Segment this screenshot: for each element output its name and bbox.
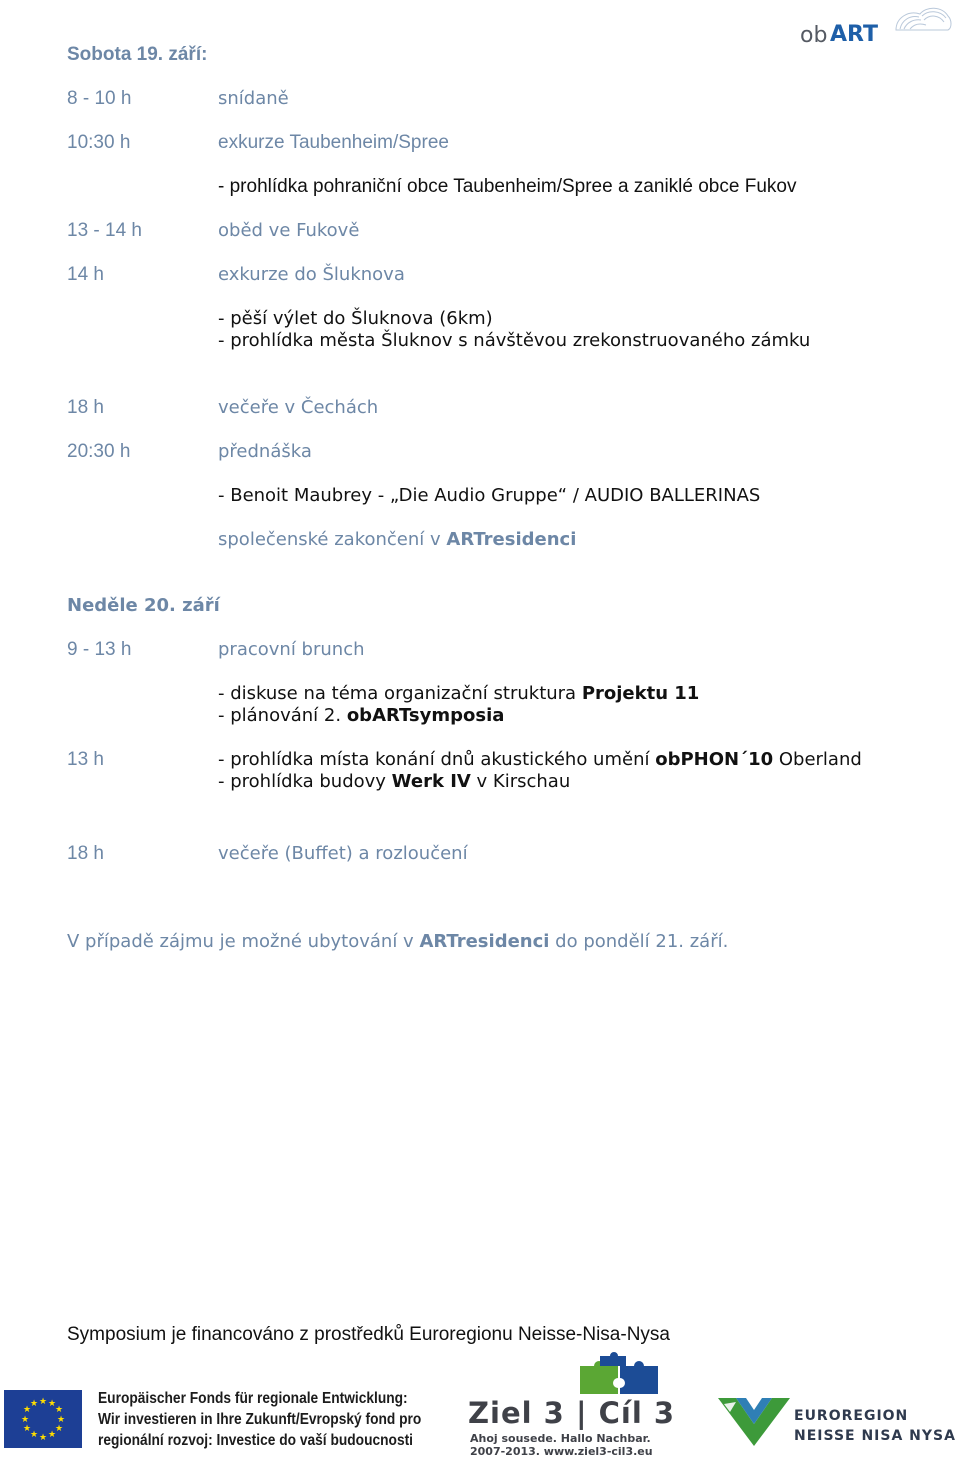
activity-working-brunch: pracovní brunch <box>218 639 365 660</box>
puzzle-icon <box>576 1352 676 1396</box>
eu-erdf-text <box>98 1388 421 1451</box>
detail-discussion-text: - diskuse na téma organizační struktura <box>218 683 582 704</box>
social-closing <box>218 529 576 551</box>
svg-text:★: ★ <box>56 1415 66 1425</box>
detail-werk-text: - prohlídka budovy <box>218 771 392 792</box>
eu-erdf-logo <box>4 1388 454 1454</box>
svg-text:★: ★ <box>20 1415 30 1425</box>
accommodation-text: V případě zájmu je možné ubytování v <box>67 931 420 952</box>
euroregion-logo <box>716 1390 960 1450</box>
eu-flag-icon <box>4 1390 82 1448</box>
ziel3-title: Ziel 3 | Cíl 3 <box>468 1396 676 1430</box>
time-2030: 20:30 h <box>67 441 131 462</box>
svg-text:★: ★ <box>29 1430 39 1440</box>
svg-text:★: ★ <box>22 1405 32 1415</box>
accommodation-artresidenci: ARTresidenci <box>419 931 550 952</box>
svg-text:★: ★ <box>54 1424 64 1434</box>
time-8-10: 8 - 10 h <box>67 88 132 109</box>
time-18-sunday: 18 h <box>67 843 104 864</box>
activity-lecture: přednáška <box>218 441 312 462</box>
eu-line-1: Europäischer Fonds für regionale Entwicklung: <box>98 1390 408 1407</box>
time-18-saturday: 18 h <box>67 397 104 418</box>
detail-planning <box>218 705 504 727</box>
detail-hike-sluknov: - pěší výlet do Šluknova (6km) <box>218 308 493 329</box>
time-13-14: 13 - 14 h <box>67 220 142 241</box>
ziel3-subtitle <box>470 1432 653 1458</box>
euroregion-emblem-icon <box>716 1394 792 1450</box>
sunday-heading: Neděle 20. září <box>67 595 220 616</box>
obartsymposia-bold: obARTsymposia <box>346 705 505 726</box>
euroregion-line-2: NEISSE NISA NYSA <box>794 1428 956 1444</box>
eu-line-2: Wir investieren in Ihre Zukunft/Evropský fond pro <box>98 1411 422 1428</box>
activity-excursion-sluknov: exkurze do Šluknova <box>218 264 405 285</box>
activity-buffet-farewell: večeře (Buffet) a rozloučení <box>218 843 468 864</box>
svg-text:★: ★ <box>29 1399 39 1409</box>
svg-text:★: ★ <box>38 1397 48 1407</box>
detail-sluknov-castle: - prohlídka města Šluknov s návštěvou zrekonstruovaného zámku <box>218 330 811 351</box>
svg-text:★: ★ <box>47 1430 57 1440</box>
funding-note: Symposium je financováno z prostředků Euroregionu Neisse-Nisa-Nysa <box>67 1324 670 1345</box>
detail-obphon-text: - prohlídka místa konání dnů akustického umění <box>218 749 656 770</box>
artresidenci-bold: ARTresidenci <box>446 529 577 550</box>
detail-werk-suffix: v Kirschau <box>470 771 571 792</box>
eu-line-3: regionální rozvoj: Investice do vaší budoucnosti <box>98 1432 414 1449</box>
logo-text-ob: ob <box>800 23 828 48</box>
detail-planning-text: - plánování 2. <box>218 705 347 726</box>
time-1030: 10:30 h <box>67 132 131 153</box>
euroregion-text <box>794 1406 956 1446</box>
detail-discussion <box>218 683 699 705</box>
activity-dinner-czech: večeře v Čechách <box>218 397 379 418</box>
obphon-bold: obPHON´10 <box>655 749 774 770</box>
detail-obphon-suffix: Oberland <box>773 749 862 770</box>
ziel3-url: 2007-2013. www.ziel3-cil3.eu <box>470 1445 653 1458</box>
svg-text:★: ★ <box>47 1399 57 1409</box>
detail-taubenheim-tour: - prohlídka pohraniční obce Taubenheim/Spree a zaniklé obce Fukov <box>218 176 797 197</box>
activity-lunch-fukov: oběd ve Fukově <box>218 220 360 241</box>
time-14: 14 h <box>67 264 104 285</box>
ziel3-slogan: Ahoj sousede. Hallo Nachbar. <box>470 1432 651 1445</box>
ziel3-logo <box>466 1352 676 1458</box>
time-13-sunday: 13 h <box>67 749 104 770</box>
svg-text:★: ★ <box>22 1424 32 1434</box>
time-9-13: 9 - 13 h <box>67 639 132 660</box>
detail-obphon-venue <box>218 749 862 771</box>
werk-iv-bold: Werk IV <box>391 771 471 792</box>
projekt-11-bold: Projektu 11 <box>581 683 700 704</box>
activity-excursion-taubenheim: exkurze Taubenheim/Spree <box>218 132 449 153</box>
svg-text:★: ★ <box>54 1405 64 1415</box>
saturday-heading: Sobota 19. září: <box>67 44 208 65</box>
accommodation-note <box>67 931 728 953</box>
detail-werk-iv <box>218 771 570 793</box>
svg-text:★: ★ <box>38 1433 48 1443</box>
detail-benoit-maubrey: - Benoit Maubrey - „Die Audio Gruppe“ / AUDIO BALLERINAS <box>218 485 761 506</box>
social-closing-text: společenské zakončení v <box>218 529 447 550</box>
accommodation-suffix: do pondělí 21. září. <box>549 931 729 952</box>
obart-logo <box>800 4 952 50</box>
logo-text-art: ART <box>830 22 878 47</box>
activity-breakfast: snídaně <box>218 88 289 109</box>
euroregion-line-1: EUROREGION <box>794 1408 909 1424</box>
